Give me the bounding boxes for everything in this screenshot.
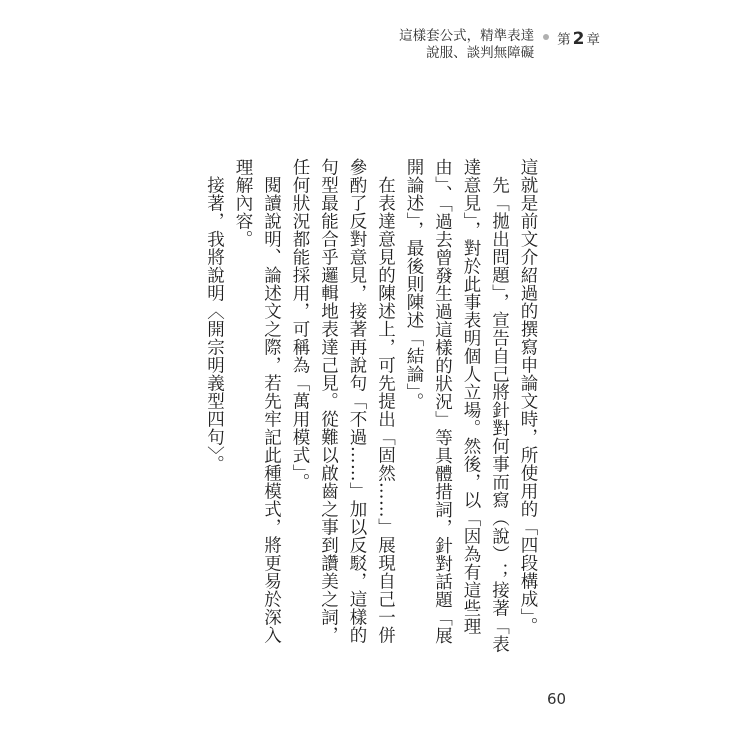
paragraph: 這就是前文介紹過的撰寫申論文時，所使用的「四段構成」。	[518, 158, 538, 636]
body-text	[200, 158, 542, 653]
book-title	[399, 28, 534, 62]
paragraph: 在表達意見的陳述上，可先提出「固然……」展現自己一併參酌了反對意見，接著再說句「不過……」加以反駁，這樣的句型最能合乎邏輯地表達己見。從難以啟齒之事到讚美之詞，任何狀況都能採用，可稱為「萬用模式」。	[290, 158, 396, 644]
page-number: 60	[547, 690, 567, 708]
bullet-dot-icon	[543, 34, 549, 40]
running-header	[399, 28, 600, 62]
paragraph: 先「拋出問題」，宣告自己將針對何事而寫（說）；接著「表達意見」，對於此事表明個人立場。然後，以「因為有這些理由」、「過去曾發生過這樣的狀況」等具體措詞，針對話題「展開論述」，最後則陳述「結論」。	[404, 158, 510, 653]
chapter-prefix: 第	[557, 32, 571, 48]
chapter-label	[557, 28, 600, 49]
chapter-suffix: 章	[586, 32, 600, 48]
book-title-line-1: 這樣套公式，精準表達	[399, 28, 535, 44]
chapter-number: 2	[572, 29, 585, 49]
book-title-line-2: 說服、談判無障礙	[426, 45, 535, 61]
paragraph: 接著，我將說明〈開宗明義型四句〉。	[204, 175, 225, 473]
paragraph: 閱讀說明、論述文之際，若先牢記此種模式，將更易於深入理解內容。	[233, 158, 282, 644]
